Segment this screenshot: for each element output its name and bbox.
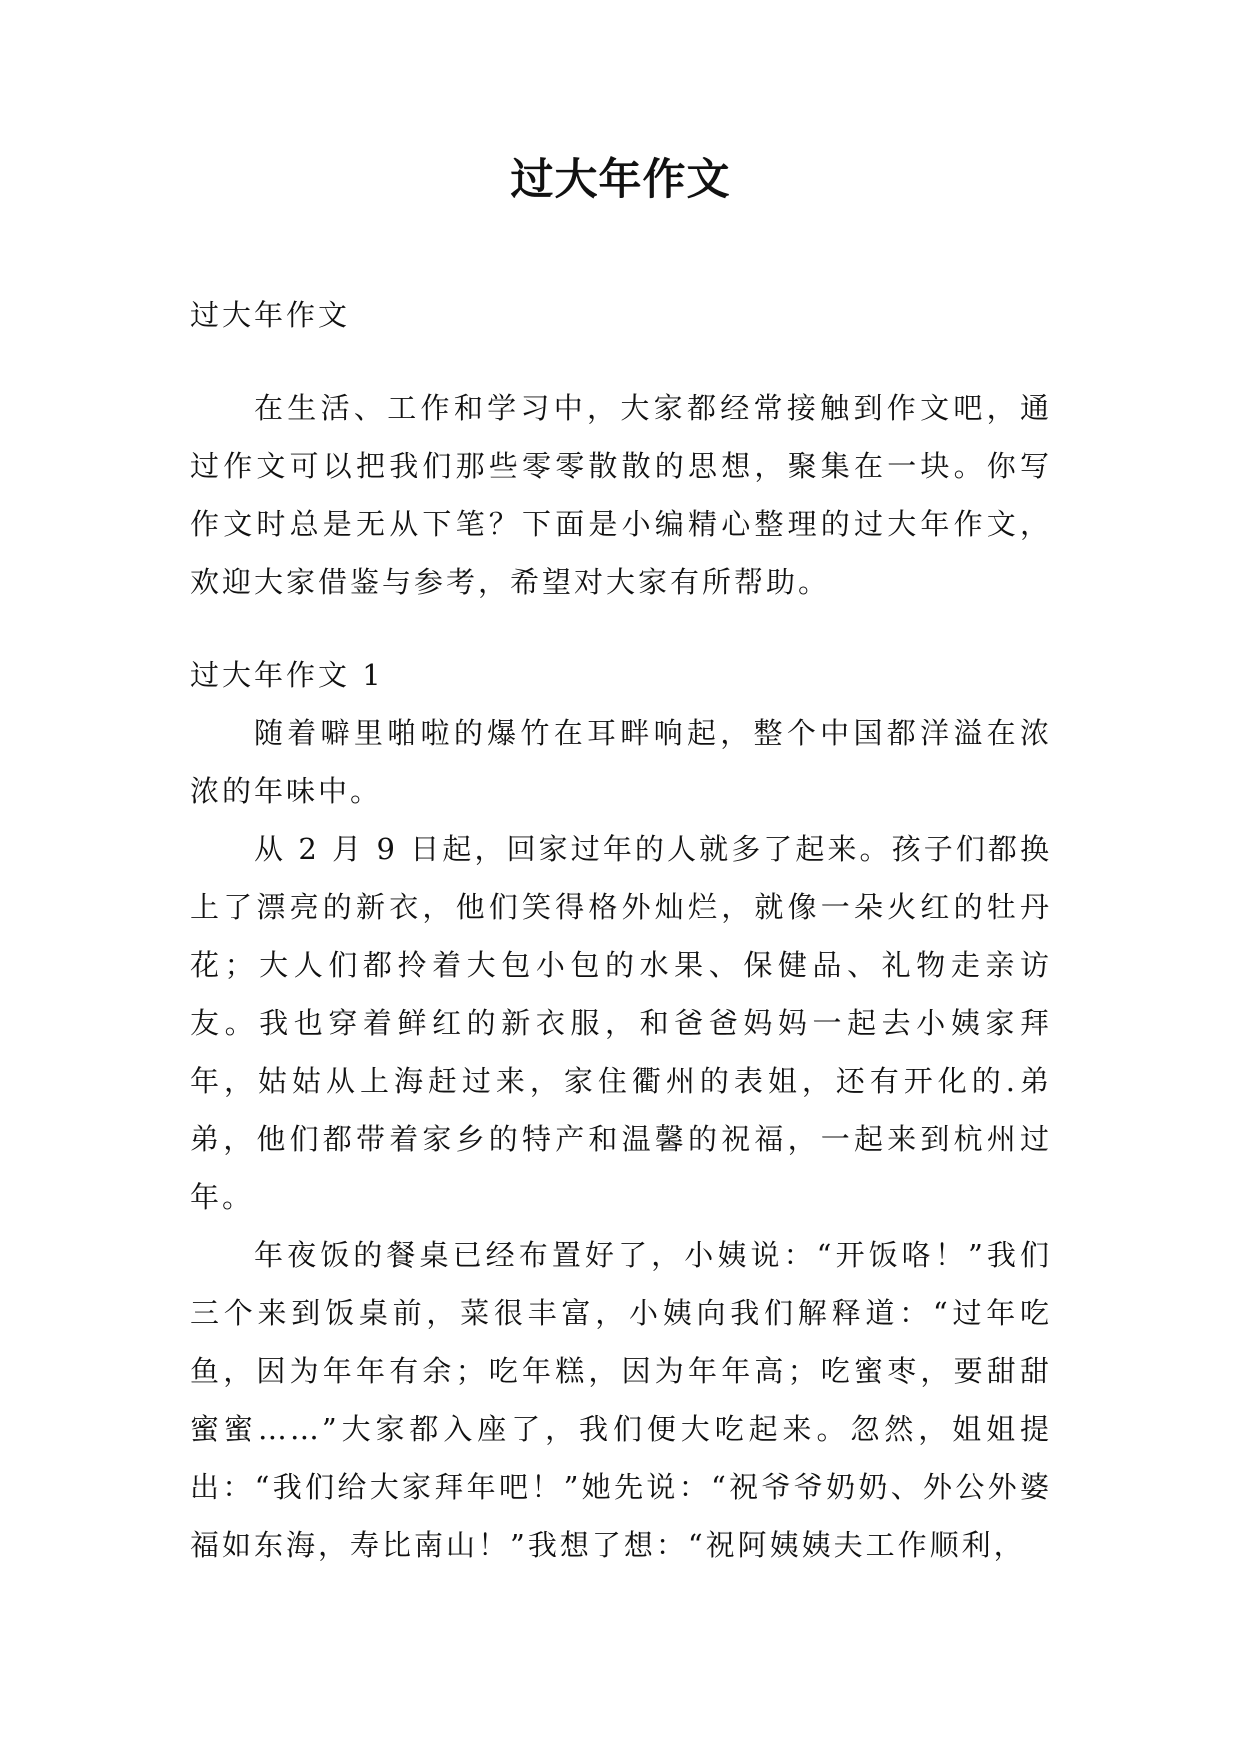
body-paragraph: 年夜饭的餐桌已经布置好了，小姨说：“开饭咯！”我们三个来到饭桌前，菜很丰富，小姨向我们解释道：“过年吃鱼，因为年年有余；吃年糕，因为年年高；吃蜜枣，要甜甜蜜蜜……”大家都入座了，我们便大吃起来。忽然，姐姐提出：“我们给大家拜年吧！”她先说：“祝爷爷奶奶、外公外婆福如东海，寿比南山！”我想了想：“祝阿姨姨夫工作顺利，	[190, 1238, 1052, 1562]
section-heading: 过大年作文 1	[190, 658, 384, 692]
document-title: 过大年作文	[510, 155, 731, 205]
document-body	[190, 286, 1052, 1574]
body-paragraph: 从 2 月 9 日起，回家过年的人就多了起来。孩子们都换上了漂亮的新衣，他们笑得格外灿烂，就像一朵火红的牡丹花；大人们都拎着大包小包的水果、保健品、礼物走亲访友。我也穿着鲜红的新衣服，和爸爸妈妈一起去小姨家拜年，姑姑从上海赶过来，家住衢州的表姐，还有开化的.弟弟，他们都带着家乡的特产和温馨的祝福，一起来到杭州过年。	[190, 832, 1052, 1214]
document-subtitle: 过大年作文	[190, 298, 351, 332]
intro-paragraph: 在生活、工作和学习中，大家都经常接触到作文吧，通过作文可以把我们那些零零散散的思想，聚集在一块。你写作文时总是无从下笔？下面是小编精心整理的过大年作文，欢迎大家借鉴与参考，希望对大家有所帮助。	[190, 391, 1052, 599]
body-paragraph: 随着噼里啪啦的爆竹在耳畔响起，整个中国都洋溢在浓浓的年味中。	[190, 716, 1052, 808]
